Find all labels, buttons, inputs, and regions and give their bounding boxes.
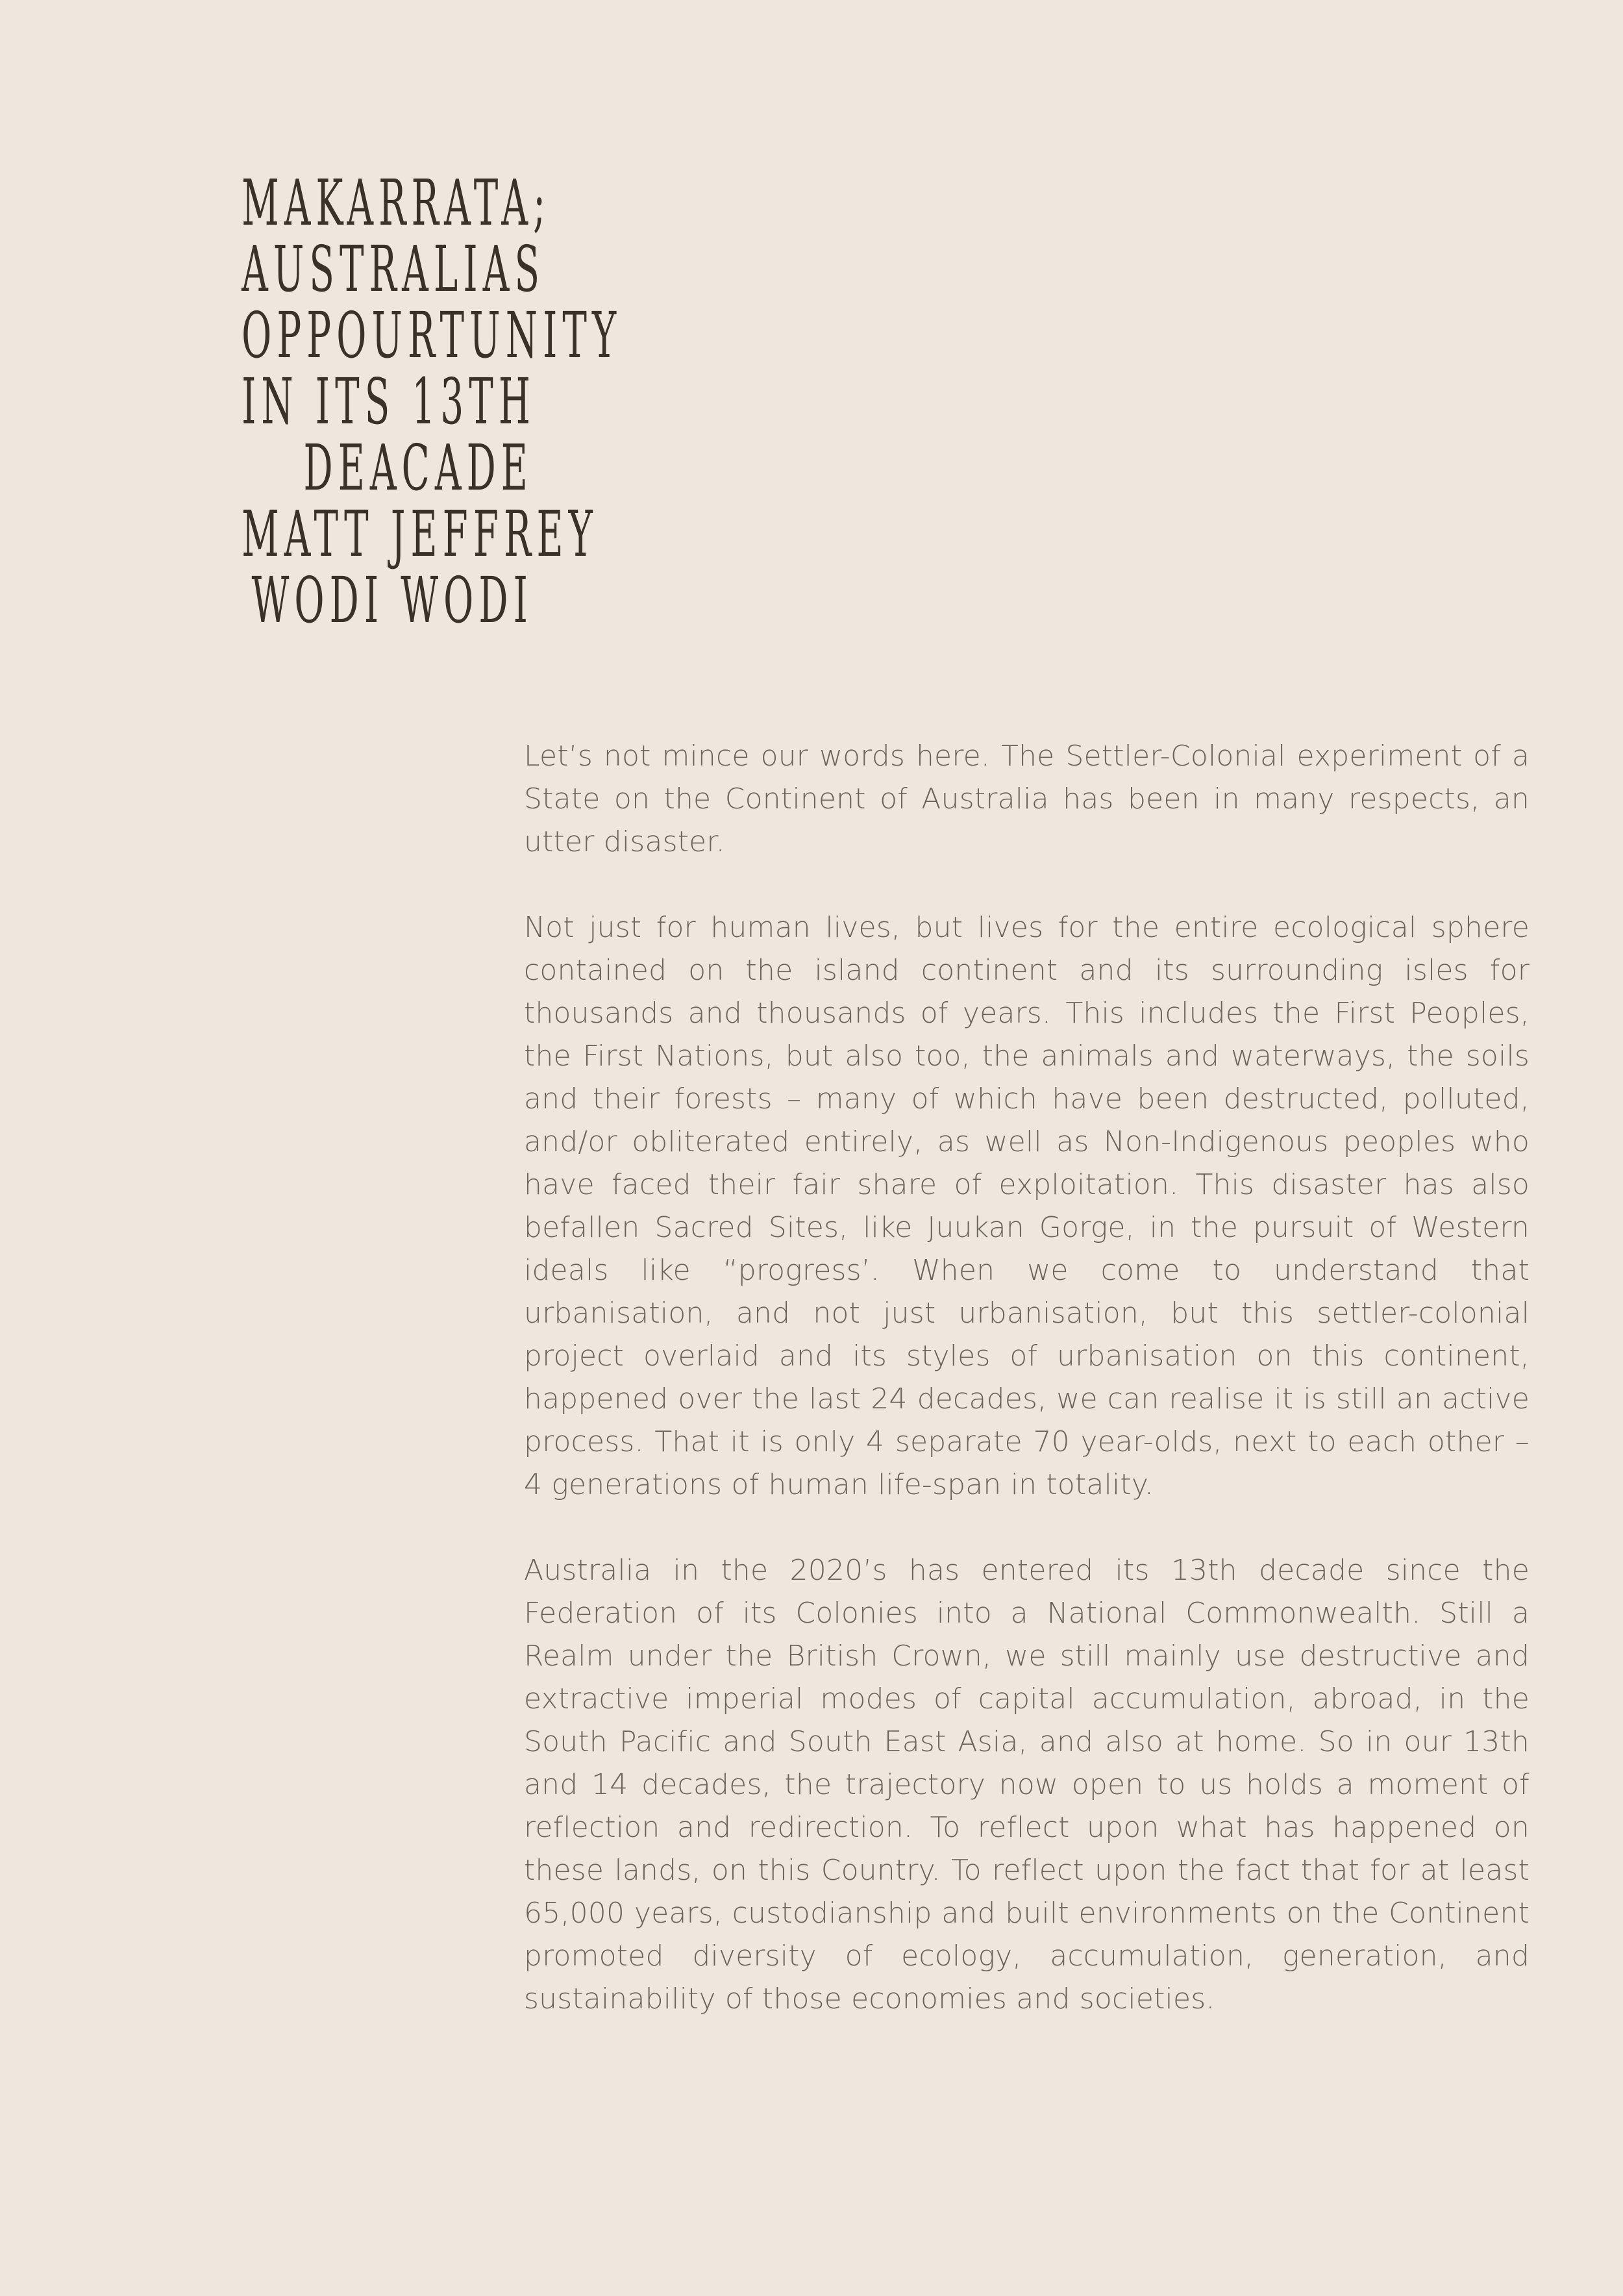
title-line: OPPOURTUNITY bbox=[242, 299, 622, 372]
title-line: AUSTRALIAS bbox=[242, 232, 545, 306]
body-paragraph: Not just for human lives, but lives for the entire ecological sphere contained on the island continent and its surrounding isles for thousands and thousands of years. This includes the First Peoples, the First Nations, but also too, the animals and waterways, the soils and their forests – many of which have been destructed, polluted, and/or obliterated entirely, as well as Non-Indigenous peoples who have faced their fair share of exploitation. This disaster has also befallen Sacred Sites, like Juukan Gorge, in the pursuit of Western ideals like “progress’. When we come to understand that urbanisation, and not just urbanisation, but this settler-colonial project overlaid and its styles of urbanisation on this continent, happened over the last 24 decades, we can realise it is still an active process. That it is only 4 separate 70 year-olds, next to each other – 4 generations of human life-span in totality. bbox=[524, 911, 1530, 1501]
title-line: DEACADE bbox=[303, 431, 533, 505]
title-line: MAKARRATA; bbox=[242, 166, 551, 240]
author-nation: WODI WODI bbox=[251, 564, 533, 637]
article-title bbox=[31, 166, 622, 637]
title-line: IN ITS 13TH bbox=[242, 365, 536, 438]
author-name: MATT JEFFREY bbox=[242, 497, 598, 571]
article-body bbox=[524, 735, 1530, 2021]
body-paragraph: Australia in the 2020’s has entered its 13th decade since the Federation of its Colonies into a National Commonwealth. Still a Realm under the British Crown, we still mainly use destructive and extractive imperial modes of capital accumulation, abroad, in the South Pacific and South East Asia, and also at home. So in our 13th and 14 decades, the trajectory now open to us holds a moment of reflection and redirection. To reflect upon what has happened on these lands, on this Country. To reflect upon the fact that for at least 65,000 years, custodianship and built environments on the Continent promoted diversity of ecology, accumulation, generation, and sustainability of those economies and societies. bbox=[524, 1554, 1530, 2015]
body-paragraph: Let’s not mince our words here. The Settler-Colonial experiment of a State on the Continent of Australia has been in many respects, an utter disaster. bbox=[524, 740, 1530, 858]
